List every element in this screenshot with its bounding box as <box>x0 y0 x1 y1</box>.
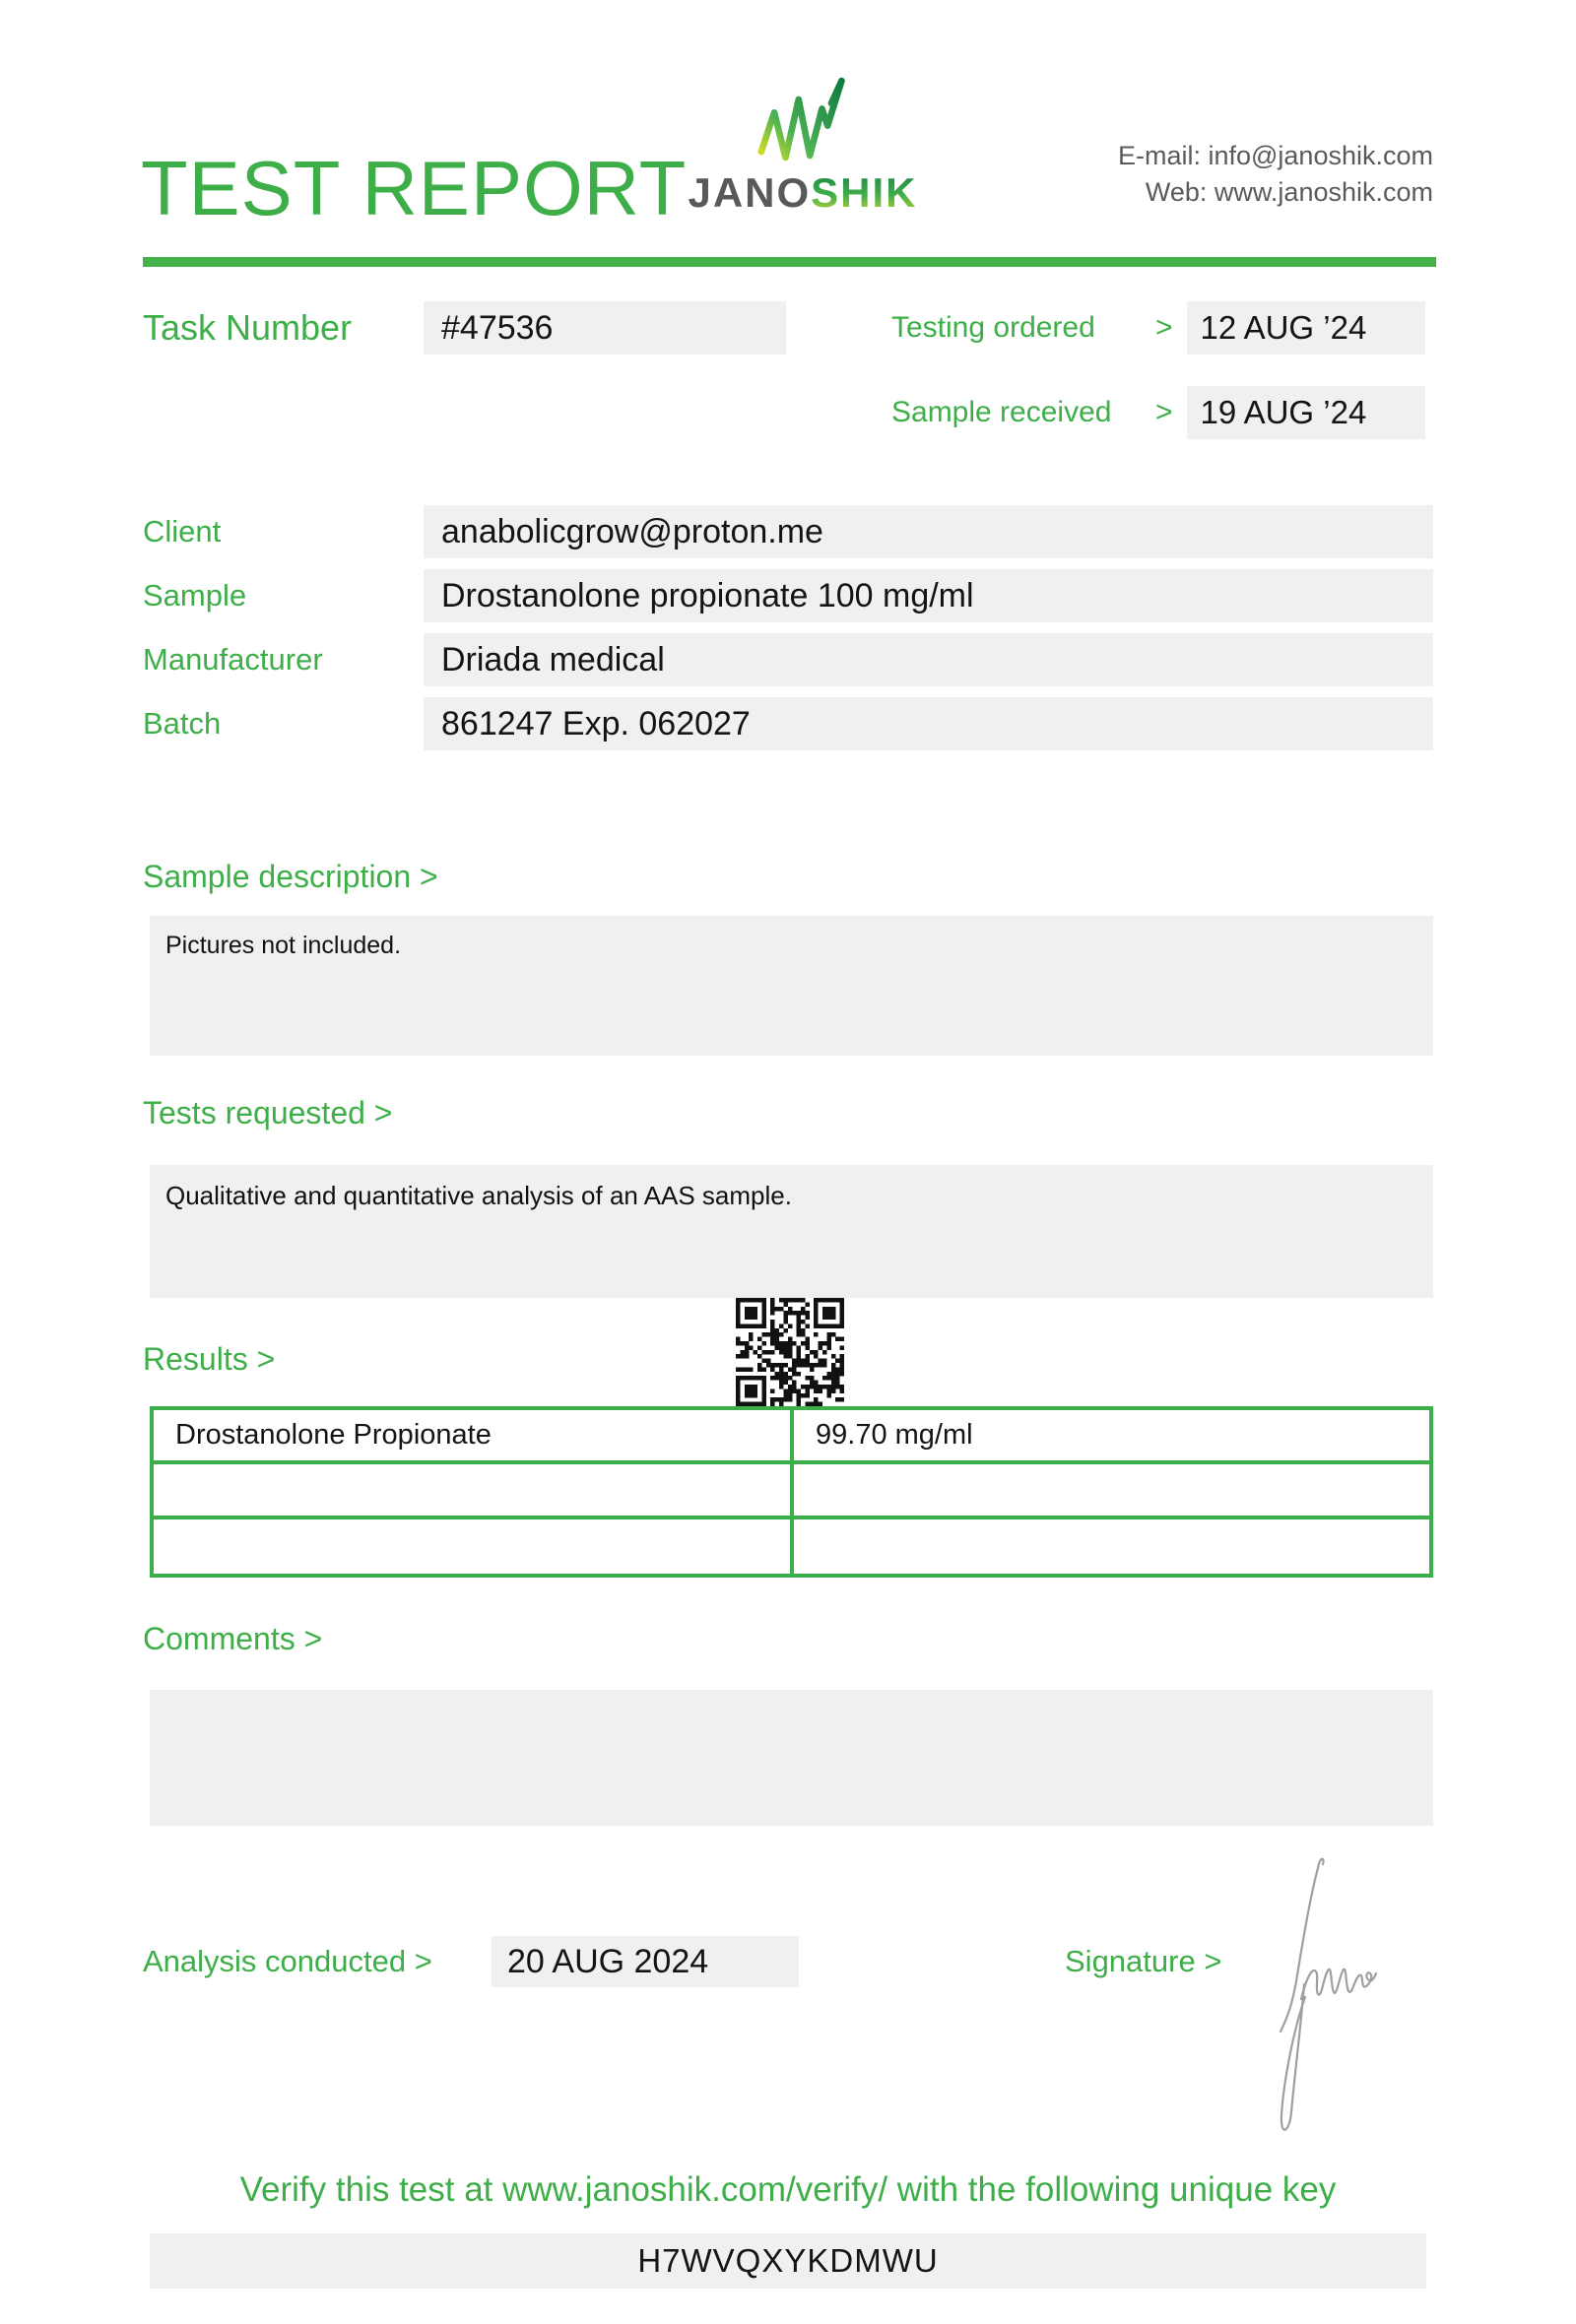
chevron-right-icon: > <box>1155 311 1173 344</box>
header-divider <box>143 257 1436 267</box>
result-value-cell: 99.70 mg/ml <box>794 1410 1429 1464</box>
brand-name-green: SHIK <box>811 169 918 216</box>
task-number-value: #47536 <box>441 309 554 347</box>
result-substance-cell: Drostanolone Propionate <box>154 1410 794 1464</box>
batch-label: Batch <box>143 706 222 741</box>
sample-value: Drostanolone propionate 100 mg/ml <box>441 577 974 614</box>
sample-received-field <box>1187 386 1425 439</box>
task-number-label: Task Number <box>143 307 353 348</box>
manufacturer-row <box>0 633 1576 686</box>
chevron-right-icon: > <box>1155 396 1173 428</box>
batch-row <box>0 697 1576 750</box>
contact-web: Web: www.janoshik.com <box>1145 177 1433 207</box>
testing-ordered-label: Testing ordered <box>891 311 1095 344</box>
unique-key-field <box>150 2233 1426 2289</box>
contact-info <box>1118 138 1433 211</box>
manufacturer-value: Driada medical <box>441 641 665 678</box>
testing-ordered-value: 12 AUG ’24 <box>1200 309 1367 346</box>
client-row <box>0 505 1576 558</box>
sample-label: Sample <box>143 578 247 613</box>
brand-name <box>680 169 926 217</box>
janoshik-logo <box>680 73 926 217</box>
result-substance-cell <box>154 1519 794 1574</box>
analysis-date-field <box>492 1936 799 1987</box>
comments-heading: Comments > <box>143 1621 323 1656</box>
result-value-cell <box>794 1519 1429 1574</box>
sample-row <box>0 569 1576 622</box>
signature-scribble <box>1271 1843 1399 2149</box>
sample-description-text: Pictures not included. <box>165 932 402 959</box>
client-label: Client <box>143 514 222 549</box>
brand-name-gray: JANO <box>688 169 812 216</box>
comments-text <box>150 1690 1433 1706</box>
client-value: anabolicgrow@proton.me <box>441 513 823 550</box>
batch-value: 861247 Exp. 062027 <box>441 705 751 742</box>
testing-ordered-field <box>1187 301 1425 355</box>
manufacturer-label: Manufacturer <box>143 642 323 677</box>
sample-received-label: Sample received <box>891 396 1112 428</box>
tests-requested-box <box>150 1165 1433 1298</box>
page-title: TEST REPORT <box>141 145 688 231</box>
analysis-conducted-label: Analysis conducted > <box>143 1944 432 1978</box>
sample-field <box>424 569 1433 622</box>
verify-instruction: Verify this test at www.janoshik.com/verify/ with the following unique key <box>239 2170 1337 2209</box>
results-table <box>150 1406 1433 1578</box>
result-value-cell <box>794 1464 1429 1518</box>
sample-received-row <box>891 386 1425 439</box>
manufacturer-field <box>424 633 1433 686</box>
tests-requested-text: Qualitative and quantitative analysis of an AAS sample. <box>165 1181 792 1210</box>
task-number-field <box>424 301 786 355</box>
comments-box <box>150 1690 1433 1826</box>
unique-key-value: H7WVQXYKDMWU <box>637 2242 939 2279</box>
client-field <box>424 505 1433 558</box>
analysis-date-value: 20 AUG 2024 <box>507 1943 709 1980</box>
growth-chart-arrow-icon <box>680 73 926 163</box>
results-heading: Results > <box>143 1341 276 1377</box>
tests-requested-heading: Tests requested > <box>143 1095 393 1130</box>
task-number-row <box>143 301 352 355</box>
batch-field <box>424 697 1433 750</box>
testing-ordered-row <box>891 301 1425 355</box>
result-substance-cell <box>154 1464 794 1518</box>
sample-description-box <box>150 916 1433 1056</box>
sample-received-value: 19 AUG ’24 <box>1200 394 1367 430</box>
sample-description-heading: Sample description > <box>143 859 438 894</box>
contact-email: E-mail: info@janoshik.com <box>1117 141 1433 170</box>
qr-code <box>736 1298 844 1406</box>
signature-label: Signature > <box>1065 1944 1222 1978</box>
